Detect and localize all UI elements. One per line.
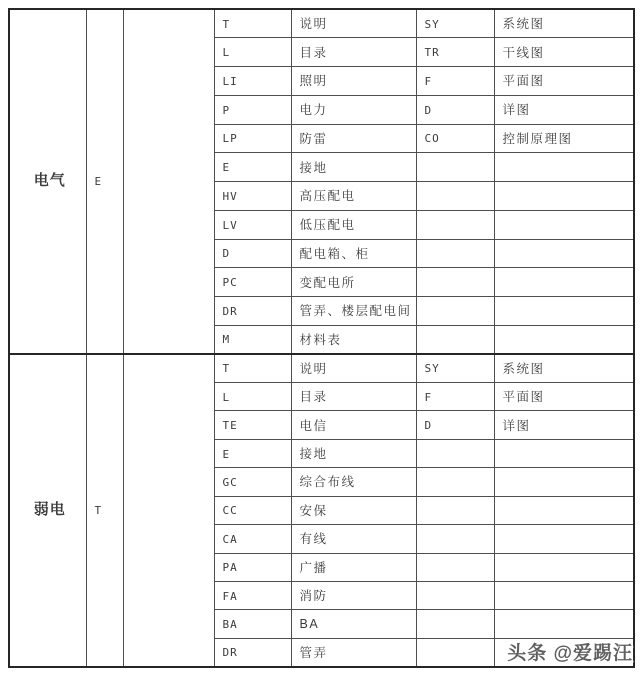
cell-type-code-label: D [424,419,433,433]
cell-type-code [416,411,494,439]
cell-sub-desc-label: 接地 [299,160,328,175]
cell-sub-code [214,124,291,153]
cell-type-code [416,354,494,382]
cell-type-desc [494,182,634,211]
cell-sub-desc-label: 综合布线 [299,475,356,490]
cell-sub-desc [291,553,416,581]
cell-type-code-label: F [424,390,433,404]
cell-type-code-label: D [424,103,433,117]
cell-sub-desc-label: 说明 [299,361,328,376]
cell-sub-desc-label: 防雷 [299,131,328,146]
cell-sub-code [214,38,291,67]
cell-type-code [416,468,494,496]
cell-type-desc-label: 详图 [502,103,531,118]
cell-sub-desc [291,638,416,666]
cell-sub-desc [291,297,416,326]
cell-sub-code-label: LP [222,132,238,146]
cell-sub-desc-label: 广播 [299,560,328,575]
cell-sub-desc-label: 目录 [299,390,328,405]
cell-sub-code [214,439,291,467]
cell-type-code [416,67,494,96]
cell-type-desc [494,124,634,153]
cell-sub-desc-label: 电力 [299,103,328,118]
cell-type-code [416,638,494,666]
cell-sub-desc [291,325,416,354]
cell-sub-code [214,582,291,610]
cell-sub-code [214,610,291,638]
cell-type-desc [494,38,634,67]
cell-sub-desc [291,210,416,239]
cell-type-code-label: SY [424,362,440,376]
cell-category: 电气 [9,9,86,354]
cell-sub-code-label: PA [222,561,238,575]
cell-type-desc-label: 平面图 [502,74,545,89]
cell-type-desc-label: 干线图 [502,45,545,60]
cell-sub-code-label: CA [222,532,238,546]
cell-type-code-label: TR [424,46,440,60]
cell-type-code [416,297,494,326]
cell-sub-desc-label: 照明 [299,74,328,89]
cell-sub-code-label: E [222,447,231,461]
cell-sub-code-label: P [222,103,231,117]
cell-type-code [416,38,494,67]
cell-sub-desc [291,182,416,211]
cell-sub-code [214,153,291,182]
cell-sub-code [214,354,291,382]
cell-type-desc [494,610,634,638]
cell-sub-code-label: LV [222,218,238,232]
cell-type-desc [494,553,634,581]
cell-sub-desc [291,9,416,38]
cell-type-code [416,382,494,410]
cell-sub-code [214,553,291,581]
cell-type-desc [494,297,634,326]
cell-sub-desc [291,153,416,182]
cell-sub-desc [291,411,416,439]
cell-sub-desc-label: 接地 [299,447,328,462]
cell-type-code [416,153,494,182]
cell-type-code [416,525,494,553]
cell-type-desc [494,411,634,439]
cell-type-code [416,553,494,581]
cell-type-desc [494,268,634,297]
cell-type-desc-label: 控制原理图 [502,131,573,146]
cell-type-code [416,95,494,124]
cell-sub-code-label: PC [222,276,238,290]
cell-sub-code-label: L [222,46,231,60]
cell-sub-code-label: DR [222,304,238,318]
table-row [9,354,634,382]
cell-sub-code-label: CC [222,504,238,518]
cell-sub-code [214,67,291,96]
cell-sub-code-label: T [222,362,231,376]
cell-sub-code [214,182,291,211]
cell-empty [123,9,214,354]
drawing-code-table [8,8,635,668]
cell-sub-code-label: TE [222,419,238,433]
cell-sub-desc [291,268,416,297]
cell-sub-code-label: HV [222,189,238,203]
table-row [9,9,634,38]
cell-type-desc [494,210,634,239]
cell-sub-desc-label: 配电箱、柜 [299,246,370,261]
cell-sub-desc [291,124,416,153]
cell-sub-desc-label: 管弄、楼层配电间 [299,304,412,319]
cell-sub-code [214,95,291,124]
cell-type-desc [494,582,634,610]
cell-sub-desc-label: 有线 [299,532,328,547]
cell-type-desc [494,239,634,268]
cell-sub-code [214,325,291,354]
cell-sub-desc [291,496,416,524]
cell-type-desc [494,354,634,382]
cell-sub-desc [291,38,416,67]
cell-type-desc-label: 系统图 [502,17,545,32]
cell-empty [123,354,214,667]
cell-sub-code-label: L [222,390,231,404]
cell-type-code [416,210,494,239]
cell-sub-desc [291,525,416,553]
cell-type-code [416,239,494,268]
cell-type-code [416,439,494,467]
cell-type-code-label: CO [424,132,440,146]
cell-type-code-label: SY [424,17,440,31]
cell-major-code-label: E [94,174,103,188]
cell-type-desc-label: 系统图 [502,361,545,376]
cell-sub-desc-label: 变配电所 [299,275,356,290]
cell-sub-code [214,468,291,496]
cell-sub-desc-label: 高压配电 [299,189,356,204]
cell-category: 弱电 [9,354,86,667]
cell-sub-code-label: LI [222,74,238,88]
cell-type-code [416,124,494,153]
cell-sub-code-label: FA [222,589,238,603]
cell-sub-desc-label: 安保 [299,503,328,518]
cell-sub-code-label: DR [222,646,238,660]
cell-sub-desc-label: 说明 [299,17,328,32]
cell-sub-desc [291,239,416,268]
cell-sub-code [214,382,291,410]
cell-sub-code [214,411,291,439]
cell-sub-desc [291,468,416,496]
cell-type-code [416,268,494,297]
cell-sub-code-label: E [222,161,231,175]
cell-sub-code [214,525,291,553]
cell-major-code [86,354,123,667]
cell-type-code [416,610,494,638]
cell-type-desc [494,153,634,182]
cell-type-code [416,182,494,211]
cell-sub-code [214,496,291,524]
cell-sub-desc [291,354,416,382]
cell-sub-desc-label: 低压配电 [299,218,356,233]
cell-sub-code [214,638,291,666]
cell-sub-code-label: T [222,17,231,31]
cell-type-desc-label: 详图 [502,418,531,433]
cell-type-desc [494,468,634,496]
cell-type-desc [494,382,634,410]
code-table-body [9,9,634,667]
cell-sub-code [214,9,291,38]
cell-sub-code [214,210,291,239]
cell-major-code [86,9,123,354]
cell-sub-desc-label: 管弄 [299,645,328,660]
cell-sub-code [214,268,291,297]
cell-sub-desc [291,67,416,96]
cell-sub-desc [291,95,416,124]
cell-type-desc [494,439,634,467]
cell-sub-desc [291,439,416,467]
cell-type-code [416,325,494,354]
cell-sub-desc-label: BA [299,617,320,632]
watermark: 头条 @爱踢汪 [507,643,633,664]
cell-sub-code-label: D [222,247,231,261]
cell-type-code [416,496,494,524]
cell-sub-desc [291,610,416,638]
cell-type-desc [494,95,634,124]
cell-sub-desc-label: 目录 [299,45,328,60]
cell-sub-desc-label: 消防 [299,589,328,604]
cell-sub-code-label: M [222,333,231,347]
cell-type-code [416,582,494,610]
cell-type-desc [494,67,634,96]
cell-type-desc [494,496,634,524]
cell-sub-desc [291,582,416,610]
cell-sub-desc-label: 材料表 [299,332,342,347]
cell-type-desc-label: 平面图 [502,390,545,405]
cell-sub-code-label: GC [222,475,238,489]
cell-sub-code-label: BA [222,618,238,632]
cell-sub-desc [291,382,416,410]
cell-type-desc [494,9,634,38]
cell-sub-code [214,239,291,268]
cell-type-desc [494,525,634,553]
cell-type-desc [494,325,634,354]
cell-sub-desc-label: 电信 [299,418,328,433]
cell-type-code-label: F [424,74,433,88]
cell-type-code [416,9,494,38]
cell-sub-code [214,297,291,326]
cell-major-code-label: T [94,503,103,517]
